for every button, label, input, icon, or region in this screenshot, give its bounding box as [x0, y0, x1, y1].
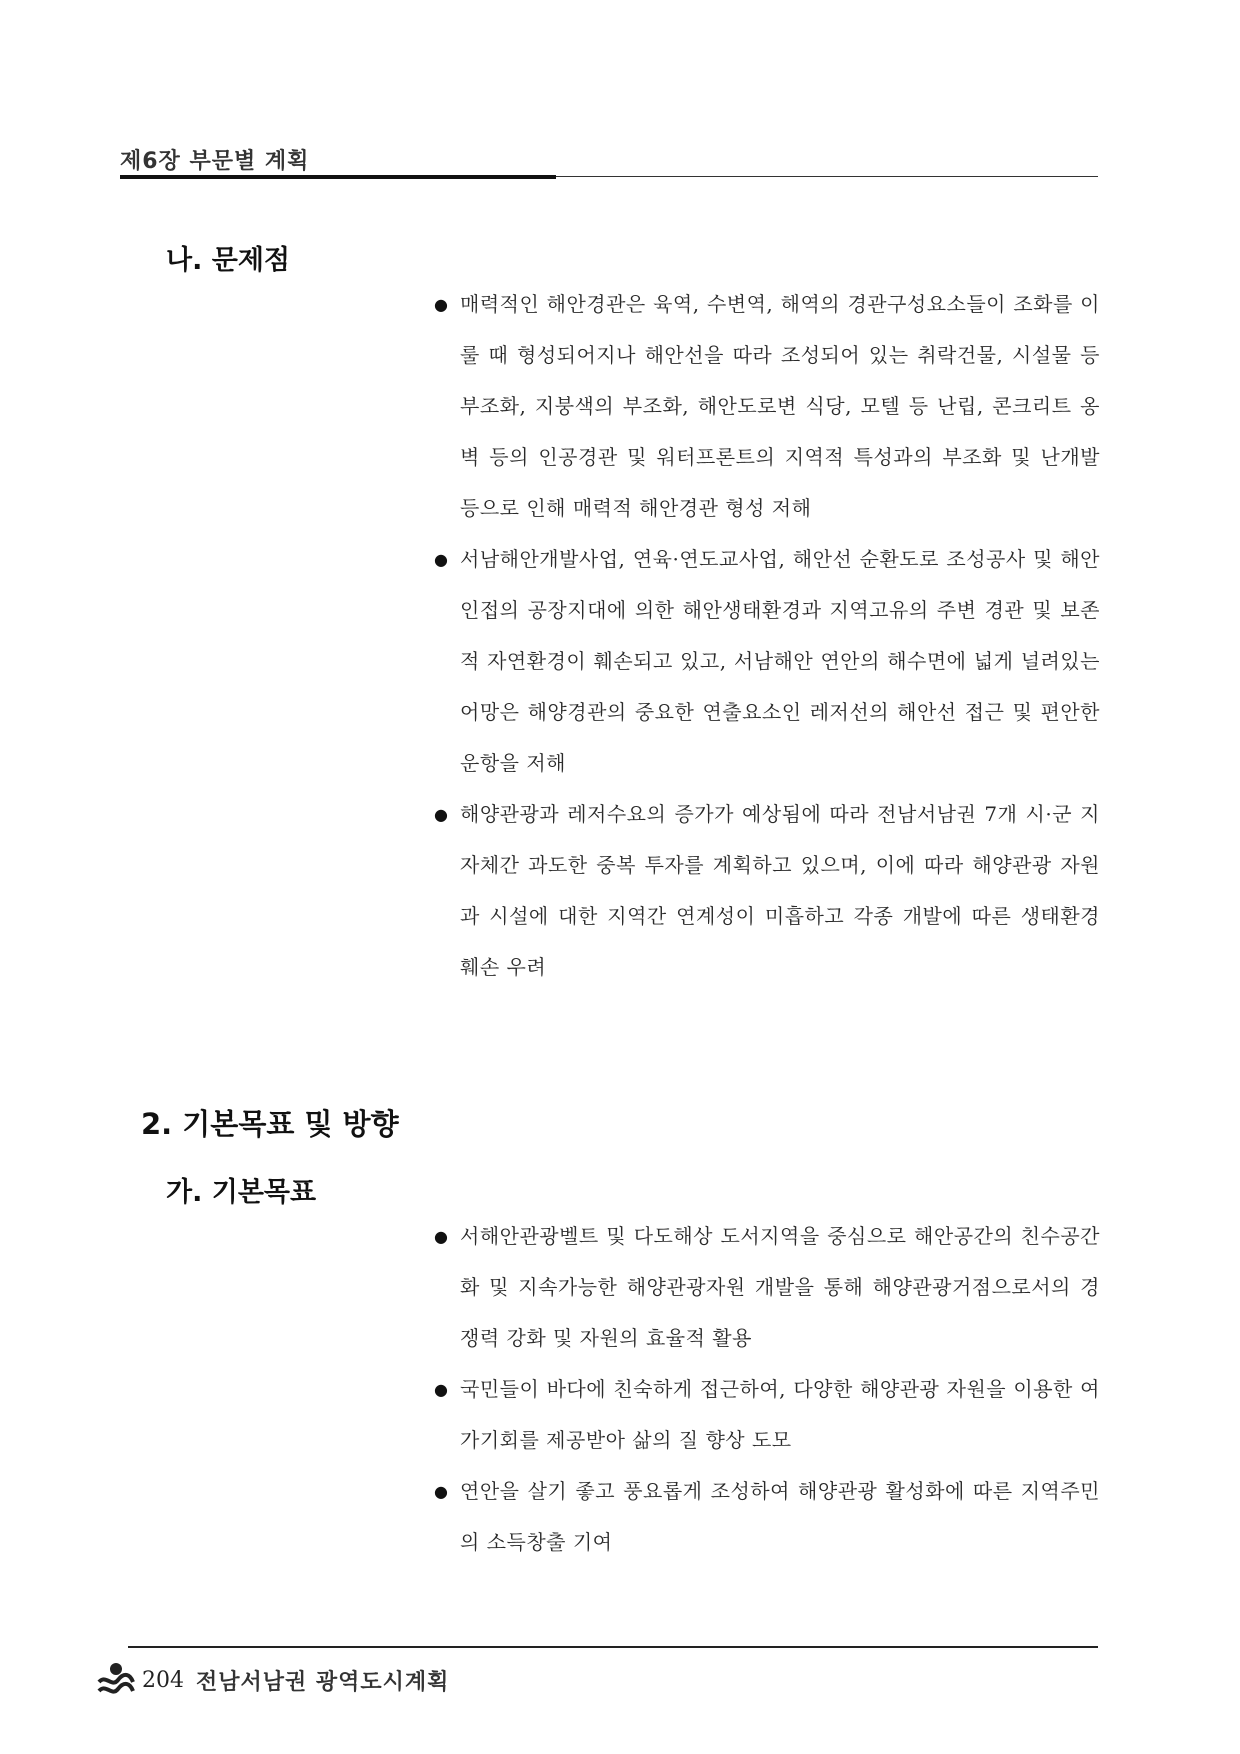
header-rule-thin: [556, 176, 1098, 177]
wave-logo-icon: [96, 1660, 136, 1700]
header-rule-thick: [120, 175, 556, 179]
page-footer: [96, 1660, 449, 1700]
page-number: 204: [142, 1667, 184, 1693]
list-item: ● 매력적인 해안경관은 육역, 수변역, 해역의 경관구성요소들이 조화를 이룰 때 형성되어지나 해안선을 따라 조성되어 있는 취락건물, 시설물 등 부조화, 지붕색의 부조화, 해안도로변 식당, 모텔 등 난립, 콘크리트 옹벽 등의 인공경관 및 워터프론트의 지역적 특성과의 부조화 및 난개발 등으로 인해 매력적 해안경관 형성 저해: [430, 279, 1100, 534]
bullet-icon: ●: [434, 1227, 449, 1246]
list-item: ● 국민들이 바다에 친숙하게 접근하여, 다양한 해양관광 자원을 이용한 여가기회를 제공받아 삶의 질 향상 도모: [430, 1364, 1100, 1466]
bullet-icon: ●: [434, 550, 449, 569]
section-heading-problems: 나. 문제점: [166, 245, 290, 276]
list-item: ● 서해안관광벨트 및 다도해상 도서지역을 중심으로 해안공간의 친수공간화 및 지속가능한 해양관광자원 개발을 통해 해양관광거점으로서의 경쟁력 강화 및 자원의 효율적 활용: [430, 1211, 1100, 1364]
footer-rule: [128, 1646, 1098, 1648]
list-item: ● 해양관광과 레저수요의 증가가 예상됨에 따라 전남서남권 7개 시·군 지자체간 과도한 중복 투자를 계획하고 있으며, 이에 따라 해양관광 자원과 시설에 대한 지역간 연계성이 미흡하고 각종 개발에 따른 생태환경 훼손 우려: [430, 789, 1100, 993]
section-heading-goals-direction: 2. 기본목표 및 방향: [141, 1107, 399, 1141]
list-item: ● 연안을 살기 좋고 풍요롭게 조성하여 해양관광 활성화에 따른 지역주민의 소득창출 기여: [430, 1466, 1100, 1568]
bullet-icon: ●: [434, 1380, 449, 1399]
problems-list: [430, 279, 1100, 993]
footer-title: 전남서남권 광역도시계획: [196, 1669, 450, 1695]
list-item: ● 서남해안개발사업, 연육·연도교사업, 해안선 순환도로 조성공사 및 해안 인접의 공장지대에 의한 해안생태환경과 지역고유의 주변 경관 및 보존적 자연환경이 훼손되고 있고, 서남해안 연안의 해수면에 넓게 널려있는 어망은 해양경관의 중요한 연출요소인 레저선의 해안선 접근 및 편안한 운항을 저해: [430, 534, 1100, 789]
goals-list: [430, 1211, 1100, 1568]
section-heading-basic-goals: 가. 기본목표: [166, 1177, 317, 1208]
bullet-icon: ●: [434, 1482, 449, 1501]
bullet-icon: ●: [434, 295, 449, 314]
bullet-icon: ●: [434, 805, 449, 824]
chapter-header: 제6장 부문별 계획: [120, 149, 310, 174]
